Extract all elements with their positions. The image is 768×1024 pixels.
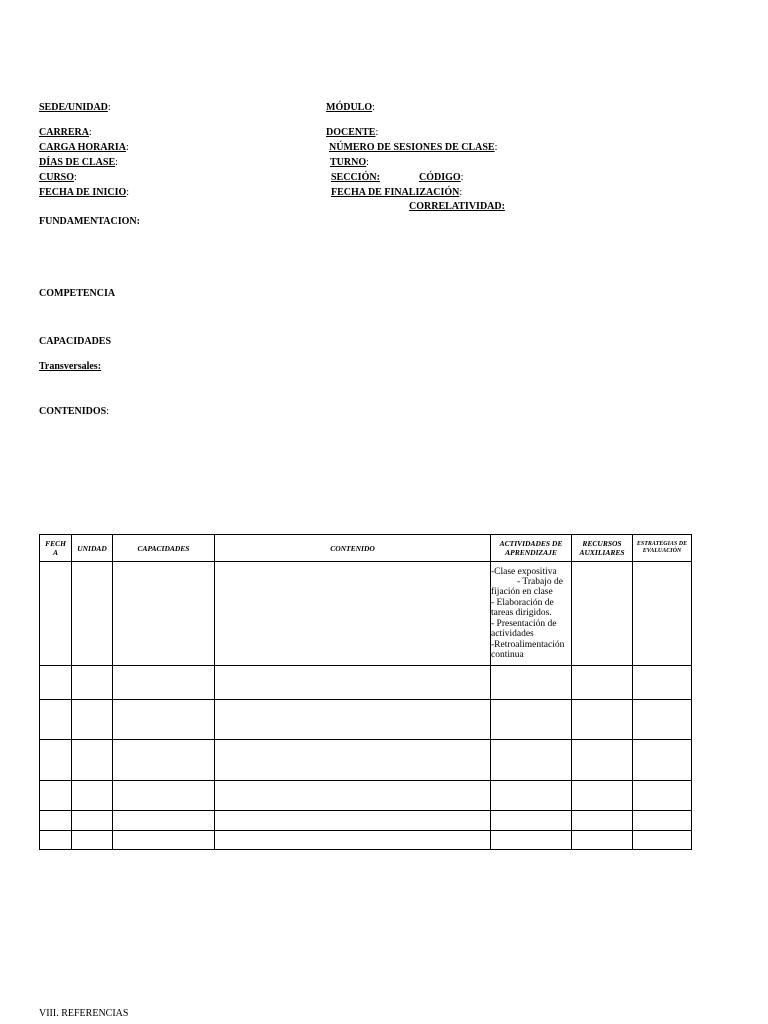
actividades-cell[interactable]: -Clase expositiva - Trabajo de fijación en clase - Elaboración de tareas dirigidos. - Presentación de actividades -Retroalimentación continua	[491, 562, 572, 666]
header-fecha: FECH A	[40, 535, 72, 562]
table-cell[interactable]	[215, 562, 491, 666]
referencias-heading: VIII. REFERENCIAS	[39, 1008, 129, 1019]
table-cell[interactable]	[572, 831, 633, 850]
table-cell[interactable]	[215, 811, 491, 831]
table-cell[interactable]	[113, 666, 215, 700]
table-row	[40, 740, 692, 781]
table-cell[interactable]	[113, 562, 215, 666]
table-cell[interactable]	[113, 811, 215, 831]
table-cell[interactable]	[72, 831, 113, 850]
table-cell[interactable]	[40, 811, 72, 831]
table-cell[interactable]	[572, 562, 633, 666]
table-cell[interactable]	[40, 831, 72, 850]
table-cell[interactable]	[40, 700, 72, 740]
table-cell[interactable]	[572, 740, 633, 781]
table-row	[40, 666, 692, 700]
table-cell[interactable]	[113, 831, 215, 850]
table-cell[interactable]	[215, 831, 491, 850]
table-cell[interactable]	[633, 740, 692, 781]
table-cell[interactable]	[72, 781, 113, 811]
table-cell[interactable]	[572, 666, 633, 700]
numero-sesiones-label: NÚMERO DE SESIONES DE CLASE:	[329, 142, 498, 153]
docente-label: DOCENTE:	[326, 127, 379, 138]
correlatividad-label: CORRELATIVIDAD:	[409, 201, 505, 212]
seccion-label: SECCIÓN:	[331, 172, 380, 183]
table-cell[interactable]	[72, 562, 113, 666]
header-recursos: RECURSOS AUXILIARES	[572, 535, 633, 562]
table-cell[interactable]	[633, 666, 692, 700]
table-cell[interactable]	[215, 666, 491, 700]
table-cell[interactable]	[72, 700, 113, 740]
table-row	[40, 562, 692, 666]
table-cell[interactable]	[633, 562, 692, 666]
table-cell[interactable]	[491, 811, 572, 831]
header-capacidades: CAPACIDADES	[113, 535, 215, 562]
contenidos-heading: CONTENIDOS:	[39, 406, 110, 417]
table-cell[interactable]	[491, 740, 572, 781]
table-cell[interactable]	[491, 831, 572, 850]
planning-table	[39, 534, 692, 850]
table-cell[interactable]	[633, 781, 692, 811]
turno-label: TURNO:	[330, 157, 369, 168]
sede-label: SEDE/UNIDAD:	[39, 102, 111, 113]
fecha-finalizacion-label: FECHA DE FINALIZACIÓN:	[331, 187, 463, 198]
table-cell[interactable]	[633, 700, 692, 740]
carrera-label: CARRERA:	[39, 127, 92, 138]
competencia-heading: COMPETENCIA	[39, 288, 116, 299]
header-unidad: UNIDAD	[72, 535, 113, 562]
table-row	[40, 811, 692, 831]
header-contenido: CONTENIDO	[215, 535, 491, 562]
table-row	[40, 831, 692, 850]
fundamentacion-heading: FUNDAMENTACION:	[39, 216, 140, 227]
table-header-row	[40, 535, 692, 562]
table-cell[interactable]	[215, 781, 491, 811]
carga-horaria-label: CARGA HORARIA:	[39, 142, 129, 153]
header-actividades: ACTIVIDADES DE APRENDIZAJE	[491, 535, 572, 562]
table-cell[interactable]	[113, 740, 215, 781]
table-cell[interactable]	[572, 811, 633, 831]
sede-text: SEDE/UNIDAD	[39, 102, 108, 113]
table-cell[interactable]	[113, 781, 215, 811]
capacidades-heading: CAPACIDADES	[39, 336, 112, 347]
table-cell[interactable]	[40, 666, 72, 700]
dias-clase-label: DÍAS DE CLASE:	[39, 157, 118, 168]
table-cell[interactable]	[572, 781, 633, 811]
table-cell[interactable]	[491, 781, 572, 811]
table-cell[interactable]	[215, 700, 491, 740]
table-cell[interactable]	[72, 666, 113, 700]
curso-label: CURSO:	[39, 172, 77, 183]
table-cell[interactable]	[633, 811, 692, 831]
table-cell[interactable]	[491, 700, 572, 740]
table-cell[interactable]	[215, 740, 491, 781]
table-cell[interactable]	[40, 562, 72, 666]
table-cell[interactable]	[40, 781, 72, 811]
table-row	[40, 700, 692, 740]
header-estrategias: ESTRATEGIAS DE EVALUACIÓN	[633, 535, 692, 562]
table-cell[interactable]	[633, 831, 692, 850]
table-cell[interactable]	[491, 666, 572, 700]
transversales-heading: Transversales:	[39, 361, 102, 372]
table-cell[interactable]	[72, 740, 113, 781]
fecha-inicio-label: FECHA DE INICIO:	[39, 187, 130, 198]
table-cell[interactable]	[572, 700, 633, 740]
table-cell[interactable]	[72, 811, 113, 831]
table-cell[interactable]	[40, 740, 72, 781]
codigo-label: CÓDIGO:	[419, 172, 464, 183]
modulo-label: MÓDULO:	[326, 102, 375, 113]
table-row	[40, 781, 692, 811]
table-cell[interactable]	[113, 700, 215, 740]
